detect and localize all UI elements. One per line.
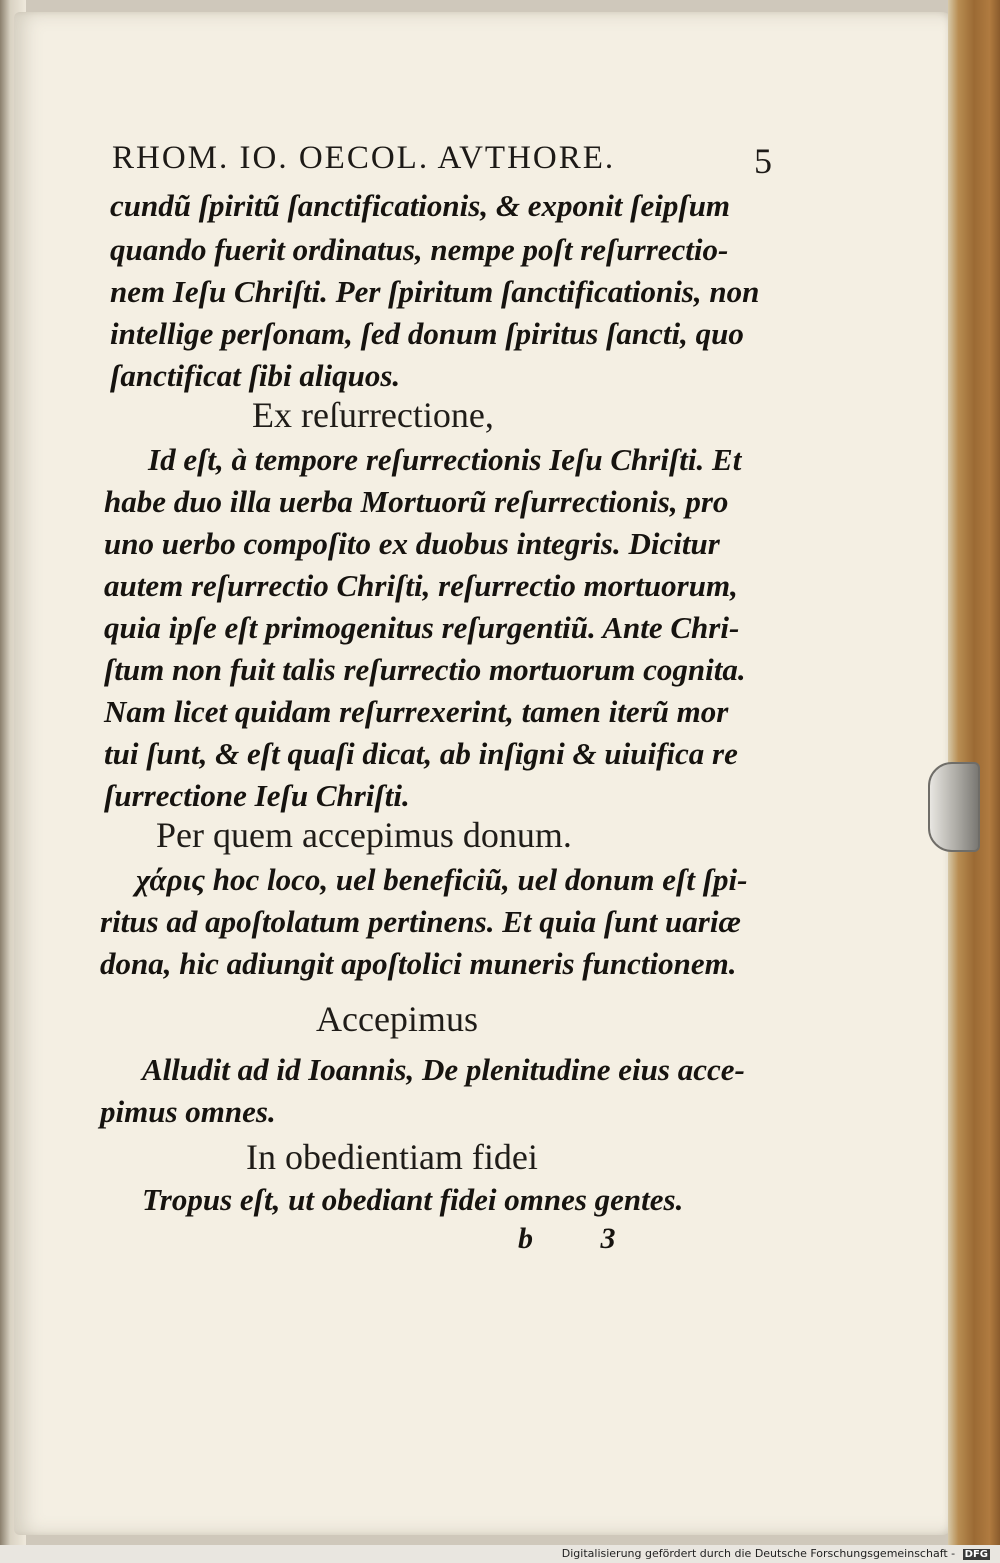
lemma-heading: Ex reſurrectione, — [252, 395, 494, 435]
text-line: ſurrectione Ieſu Chriſti. — [104, 778, 410, 813]
text-line: χάρις hoc loco, uel beneficiũ, uel donum eſt ſpi- — [136, 862, 748, 897]
text-line: ſtum non fuit talis reſurrectio mortuorum cognita. — [104, 652, 746, 687]
text-line: ſanctificat ſibi aliquos. — [110, 358, 401, 393]
text-line: intellige perſonam, ſed donum ſpiritus ſancti, quo — [110, 316, 744, 351]
dfg-logo: DFG — [964, 1549, 988, 1560]
page-header — [112, 140, 772, 180]
text-line: Nam licet quidam reſurrexerint, tamen iterũ mor — [104, 694, 729, 729]
lemma-heading: Accepimus — [316, 999, 478, 1039]
text-line: quando fuerit ordinatus, nempe poſt reſurrectio- — [110, 232, 729, 267]
signature-mark: b 3 — [518, 1222, 646, 1255]
text-line: autem reſurrectio Chriſti, reſurrectio mortuorum, — [104, 568, 738, 603]
text-line: tui ſunt, & eſt quaſi dicat, ab inſigni & uiuifica re — [104, 736, 738, 771]
text-line: ritus ad apoſtolatum pertinens. Et quia ſunt uariæ — [100, 904, 741, 939]
text-line: pimus omnes. — [100, 1094, 276, 1129]
text-line: Tropus eſt, ut obediant fidei omnes gentes. — [142, 1182, 684, 1217]
book-clasp — [928, 762, 980, 852]
lemma-heading: Per quem accepimus donum. — [156, 815, 572, 855]
text-line: nem Ieſu Chriſti. Per ſpiritum ſanctificationis, non — [110, 274, 760, 309]
text-line: quia ipſe eſt primogenitus reſurgentiũ. Ante Chri- — [104, 610, 740, 645]
page-number: 5 — [754, 141, 772, 181]
text-line: dona, hic adiungit apoſtolici muneris functionem. — [100, 946, 737, 981]
text-line: habe duo illa uerba Mortuorũ reſurrectionis, pro — [104, 484, 729, 519]
text-line: uno uerbo compoſito ex duobus integris. Dicitur — [104, 526, 720, 561]
text-line: Id eſt, à tempore reſurrectionis Ieſu Chriſti. Et — [148, 442, 742, 477]
digitization-credit — [562, 1547, 990, 1560]
text-line: Alludit ad id Ioannis, De plenitudine eius acce- — [142, 1052, 745, 1087]
lemma-heading: In obedientiam fidei — [246, 1137, 538, 1177]
credit-text: Digitalisierung gefördert durch die Deutsche Forschungsgemeinschaft - — [561, 1547, 956, 1560]
text-line: cundũ ſpiritũ ſanctificationis, & exponit ſeipſum — [110, 188, 731, 223]
running-head: RHOM. IO. OECOL. AVTHORE. — [112, 140, 616, 176]
